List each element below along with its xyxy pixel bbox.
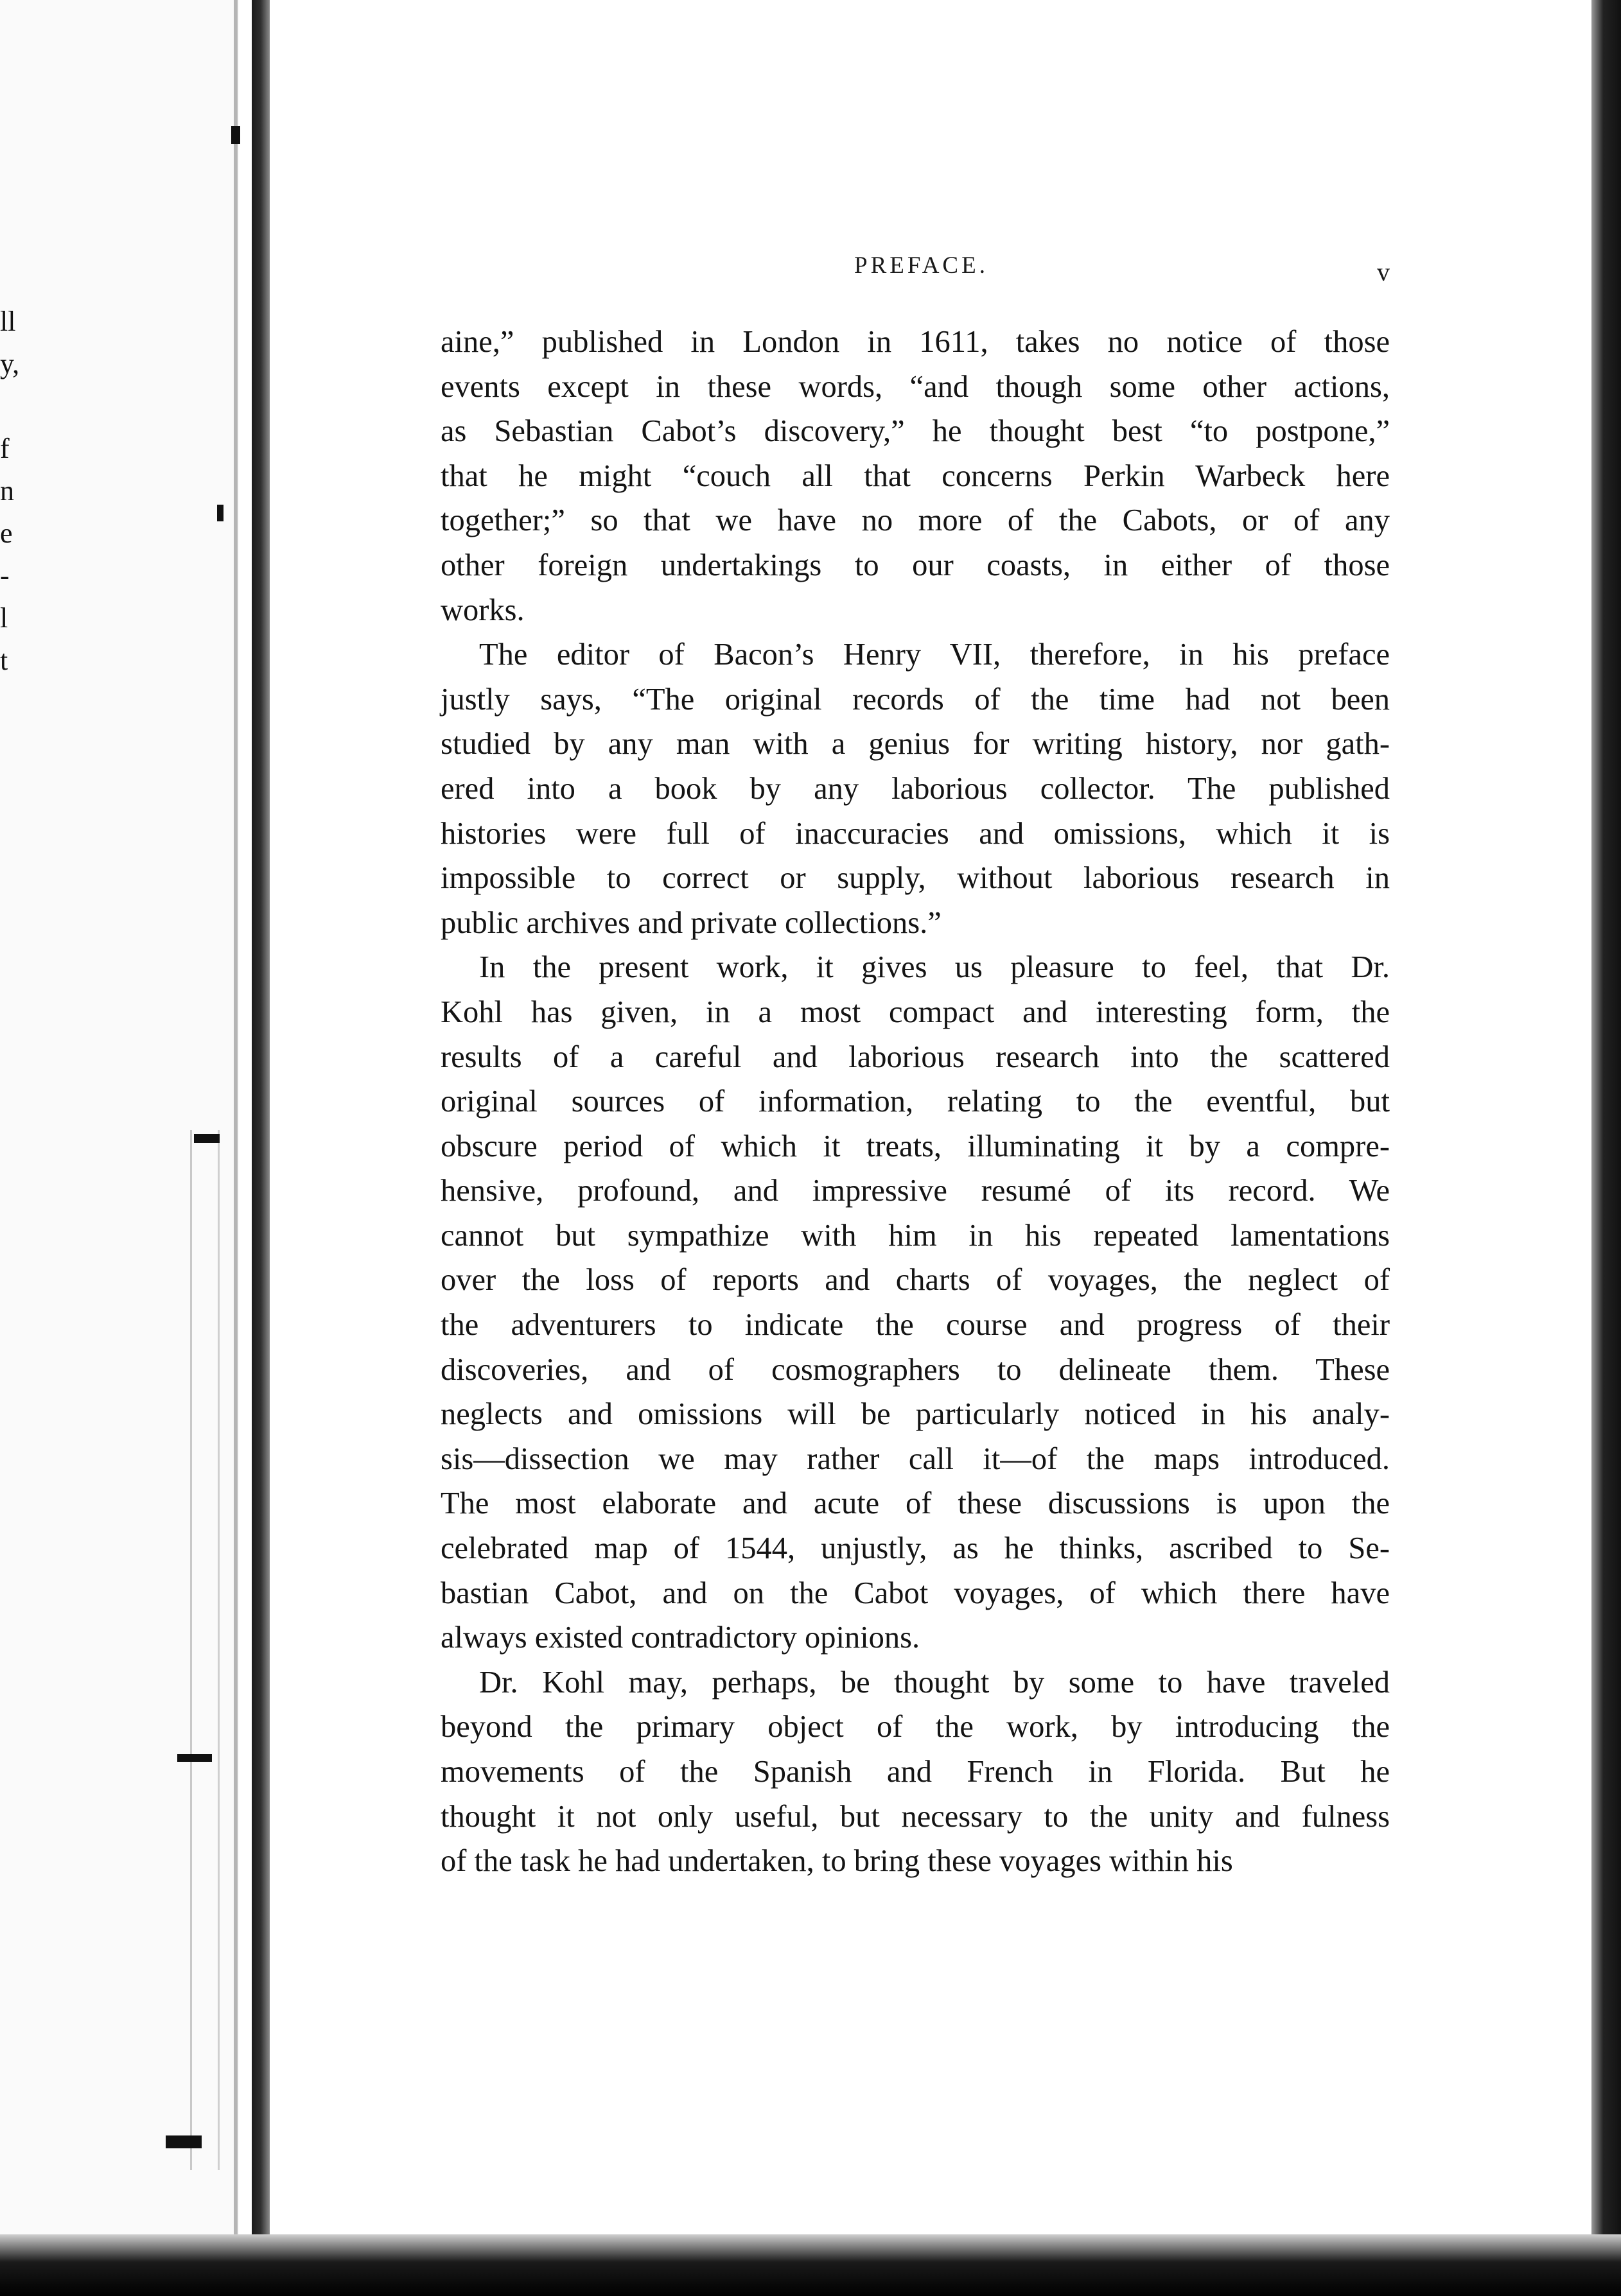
text-line: studied by any man with a genius for writing history, nor gath- [441, 727, 1390, 761]
edge-char: t [0, 645, 8, 676]
binding-mark [166, 2135, 202, 2148]
text-line: justly says, “The original records of the time had not been [441, 682, 1390, 717]
text-line: discoveries, and of cosmographers to delineate them. These [441, 1352, 1390, 1387]
running-head: PREFACE. [854, 252, 988, 279]
text-line: The editor of Bacon’s Henry VII, therefore, in his preface [479, 638, 1390, 672]
text-line: celebrated map of 1544, unjustly, as he thinks, ascribed to Se- [441, 1531, 1390, 1566]
book-gutter [252, 0, 270, 2296]
text-line: obscure period of which it treats, illuminating it by a compre- [441, 1129, 1390, 1163]
binding-thread [190, 1130, 220, 2170]
page-gutter-shadow [234, 0, 238, 2296]
text-line: cannot but sympathize with him in his repeated lamentations [441, 1218, 1390, 1253]
text-line: In the present work, it gives us pleasure to feel, that Dr. [479, 950, 1390, 985]
book-fore-edge [1591, 0, 1621, 2296]
binding-mark [194, 1134, 220, 1143]
text-line: aine,” published in London in 1611, takes no notice of those [441, 325, 1390, 359]
text-line: bastian Cabot, and on the Cabot voyages, of which there have [441, 1576, 1390, 1610]
edge-char: - [0, 560, 10, 591]
edge-char: f [0, 433, 10, 464]
text-line: together;” so that we have no more of the Cabots, or of any [441, 503, 1390, 538]
text-line: beyond the primary object of the work, by introducing the [441, 1710, 1390, 1744]
edge-char: e [0, 517, 13, 549]
text-line: impossible to correct or supply, without laborious research in [441, 861, 1390, 896]
text-line: always existed contradictory opinions. [441, 1621, 920, 1655]
text-line: over the loss of reports and charts of voyages, the neglect of [441, 1263, 1390, 1298]
text-line: of the task he had undertaken, to bring these voyages within his [441, 1844, 1233, 1879]
text-line: thought it not only useful, but necessary to the unity and fulness [441, 1799, 1390, 1834]
text-line: The most elaborate and acute of these discussions is upon the [441, 1486, 1390, 1521]
edge-char: ll [0, 306, 16, 337]
text-line: sis—dissection we may rather call it—of the maps introduced. [441, 1441, 1390, 1476]
text-line: as Sebastian Cabot’s discovery,” he thought best “to postpone,” [441, 414, 1390, 449]
text-line: public archives and private collections.” [441, 905, 942, 940]
paragraph [441, 1660, 1390, 1884]
edge-char: y, [0, 348, 20, 379]
text-line: Kohl has given, in a most compact and interesting form, the [441, 995, 1390, 1029]
body-text [441, 320, 1390, 1884]
page-number: v [1377, 257, 1390, 286]
text-line: ered into a book by any laborious collector. The published [441, 771, 1390, 806]
text-line: neglects and omissions will be particularly noticed in his analy- [441, 1397, 1390, 1432]
edge-char: l [0, 602, 8, 634]
text-line: that he might “couch all that concerns Perkin Warbeck here [441, 458, 1390, 493]
previous-page-edge-text [0, 302, 26, 683]
scan-bottom-shadow [0, 2234, 1621, 2296]
binding-mark [231, 126, 240, 144]
text-line: results of a careful and laborious research into the scattered [441, 1039, 1390, 1074]
text-line: the adventurers to indicate the course and progress of their [441, 1308, 1390, 1343]
text-line: movements of the Spanish and French in Florida. But he [441, 1755, 1390, 1789]
text-line: other foreign undertakings to our coasts, in either of those [441, 548, 1390, 582]
paragraph [441, 632, 1390, 945]
paragraph [441, 945, 1390, 1660]
text-line: works. [441, 593, 525, 627]
text-line: Dr. Kohl may, perhaps, be thought by some to have traveled [479, 1665, 1390, 1700]
binding-mark [177, 1754, 212, 1762]
edge-char [0, 387, 26, 429]
edge-char: n [0, 475, 14, 507]
text-line: hensive, profound, and impressive resumé of its record. We [441, 1174, 1390, 1208]
binding-mark [217, 505, 223, 521]
text-line: original sources of information, relating to the eventful, but [441, 1084, 1390, 1119]
paragraph [441, 320, 1390, 632]
text-line: events except in these words, “and though some other actions, [441, 369, 1390, 404]
text-line: histories were full of inaccuracies and omissions, which it is [441, 816, 1390, 851]
